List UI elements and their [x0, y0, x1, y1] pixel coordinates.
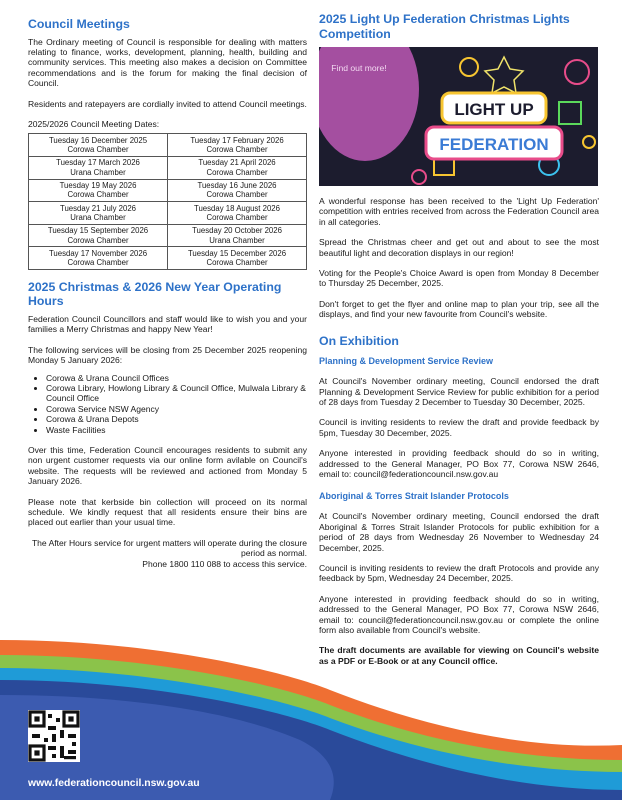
meeting-date-cell	[168, 134, 307, 157]
meeting-location: Corowa Chamber	[206, 190, 268, 200]
meeting-location: Corowa Chamber	[206, 167, 268, 177]
meeting-location: Corowa Chamber	[67, 235, 129, 245]
left-column	[28, 17, 307, 569]
service-item: • Corowa & Urana Depots	[46, 414, 307, 424]
meeting-dates-row	[29, 134, 307, 157]
meeting-date: Tuesday 21 April 2026	[198, 158, 276, 168]
meeting-dates-row	[29, 224, 307, 247]
meeting-date-cell	[29, 224, 168, 247]
meeting-location: Corowa Chamber	[206, 258, 268, 268]
atsi-feedback: Council is inviting residents to review the draft Protocols and provide any feedback by 5pm, Wednesday 24 December, 2025.	[319, 563, 599, 584]
atsi-para: At Council's November ordinary meeting, Council endorsed the draft Aboriginal & Torres Strait Islander Protocols for public exhibition for a period of 28 days from Wednesday 26 November to Wednesday 24 December, 2025.	[319, 511, 599, 553]
holiday-closing: The following services will be closing from 25 December 2025 reopening Monday 5 January 2026:	[28, 344, 307, 366]
meetings-invite: Residents and ratepayers are cordially invited to attend Council meetings.	[28, 98, 307, 109]
meeting-date-cell	[168, 156, 307, 179]
meeting-date: Tuesday 18 August 2026	[194, 203, 280, 213]
meeting-dates-row	[29, 202, 307, 225]
meeting-date-cell	[29, 156, 168, 179]
meeting-location: Urana Chamber	[209, 235, 265, 245]
meeting-dates-row	[29, 156, 307, 179]
meeting-date: Tuesday 19 May 2026	[59, 181, 137, 191]
meetings-heading: Council Meetings	[28, 17, 130, 31]
logo-line-1: LIGHT UP	[454, 100, 534, 119]
meeting-date: Tuesday 21 July 2026	[60, 203, 136, 213]
meeting-date: Tuesday 15 December 2026	[187, 248, 287, 258]
meeting-location: Corowa Chamber	[206, 145, 268, 155]
holiday-heading: 2025 Christmas & 2026 New Year Operating Hours	[28, 279, 282, 309]
meeting-dates-row	[29, 247, 307, 270]
after-hours-phone: Phone 1800 110 088 to access this service.	[142, 558, 307, 569]
after-hours-note: The After Hours service for urgent matters will operate during the closure period as normal.	[31, 537, 307, 559]
meeting-date: Tuesday 16 December 2025	[48, 135, 148, 145]
service-item: • Corowa Library, Howlong Library & Council Office, Mulwala Library & Council Office	[46, 383, 307, 404]
meeting-date-cell	[168, 224, 307, 247]
light-up-federation-logo	[424, 87, 564, 165]
service-item: • Corowa Service NSW Agency	[46, 404, 307, 414]
meeting-location: Urana Chamber	[70, 212, 126, 222]
right-column	[319, 12, 599, 666]
meeting-location: Corowa Chamber	[67, 190, 129, 200]
atsi-heading: Aboriginal & Torres Strait Islander Protocols	[319, 491, 509, 502]
meeting-date: Tuesday 17 February 2026	[190, 135, 284, 145]
meeting-date: Tuesday 17 March 2026	[56, 158, 140, 168]
online-requests: Over this time, Federation Council encourages residents to submit any non urgent customer requests via our online form avilable on Council's website. The requests will be reviewed and actioned from Monday 5 January 2026.	[28, 444, 307, 487]
meeting-date: Tuesday 15 September 2026	[47, 226, 149, 236]
meeting-date: Tuesday 20 October 2026	[192, 226, 282, 236]
dates-label: 2025/2026 Council Meeting Dates:	[28, 118, 160, 129]
meeting-dates-row	[29, 179, 307, 202]
find-out-more-text[interactable]: Find out more!	[331, 63, 387, 73]
meeting-date-cell	[29, 179, 168, 202]
planning-heading: Planning & Development Service Review	[319, 356, 494, 367]
bin-collection: Please note that kerbside bin collection will proceed on its normal schedule. We kindly request that all residents ensure their bins are placed out earlier than your usual time.	[28, 496, 307, 528]
meeting-dates-table	[28, 133, 307, 270]
meetings-para: The Ordinary meeting of Council is responsible for dealing with matters relating to finance, works, development, planning, health, building and community services. This meeting also makes a decision on Committee recommendations and is the forum for making the final decision of Council.	[28, 36, 307, 89]
meeting-date-cell	[168, 202, 307, 225]
atsi-contact: Anyone interested in providing feedback should do so in writing, addressed to the General Manager, PO Box 77, Corowa NSW 2646, email to: council@federationcouncil.nsw.gov.au or complete the online form also available from Council's website.	[319, 593, 599, 636]
exhibition-heading: On Exhibition	[319, 333, 399, 348]
meeting-date-cell	[168, 247, 307, 270]
meeting-date: Tuesday 17 November 2026	[48, 248, 148, 258]
lights-voting: Voting for the People's Choice Award is open from Monday 8 December to Thursday 25 December, 2025.	[319, 268, 599, 289]
qr-code[interactable]	[28, 710, 80, 762]
planning-para: At Council's November ordinary meeting, Council endorsed the draft Planning & Development Service Review for public exhibition for a period of 28 days from Tuesday 2 December to Tuesday 30 December, 2025.	[319, 376, 599, 407]
meeting-location: Corowa Chamber	[67, 258, 129, 268]
light-up-banner[interactable]	[319, 47, 598, 186]
service-item: • Waste Facilities	[46, 425, 307, 435]
lights-response: A wonderful response has been received to the 'Light Up Federation' competition with entries received from across the Federation Council area in all categories.	[319, 196, 599, 227]
logo-line-2: FEDERATION	[439, 135, 549, 154]
meeting-date-cell	[29, 202, 168, 225]
services-list	[28, 373, 307, 435]
website-url[interactable]: www.federationcouncil.nsw.gov.au	[28, 778, 200, 789]
meeting-location: Corowa Chamber	[206, 212, 268, 222]
lights-cheer: Spread the Christmas cheer and get out and about to see the most beautiful light and decoration displays in our region!	[319, 237, 599, 258]
meeting-date-cell	[29, 134, 168, 157]
meeting-location: Corowa Chamber	[67, 145, 129, 155]
planning-feedback: Council is inviting residents to review the draft and provide feedback by 5pm, Tuesday 30 December, 2025.	[319, 417, 599, 438]
meeting-date-cell	[29, 247, 168, 270]
lights-flyer: Don't forget to get the flyer and online map to plan your trip, see all the displays, and find your new favourite from Council's website.	[319, 298, 599, 320]
planning-contact: Anyone interested in providing feedback should do so in writing, addressed to the General Manager, PO Box 77, Corowa NSW 2646, email to: council@federationcouncil.nsw.gov.au	[319, 448, 599, 479]
lights-heading: 2025 Light Up Federation Christmas Lights Competition	[319, 12, 570, 41]
atsi-availability: The draft documents are available for viewing on Council's website as a PDF or E-Book or at any Council office.	[319, 645, 599, 666]
meeting-date: Tuesday 16 June 2026	[197, 181, 277, 191]
holiday-greeting: Federation Council Councillors and staff would like to wish you and your families a Merry Christmas and happy New Year!	[28, 313, 307, 335]
meeting-location: Urana Chamber	[70, 167, 126, 177]
meeting-date-cell	[168, 179, 307, 202]
service-item: • Corowa & Urana Council Offices	[46, 373, 307, 383]
